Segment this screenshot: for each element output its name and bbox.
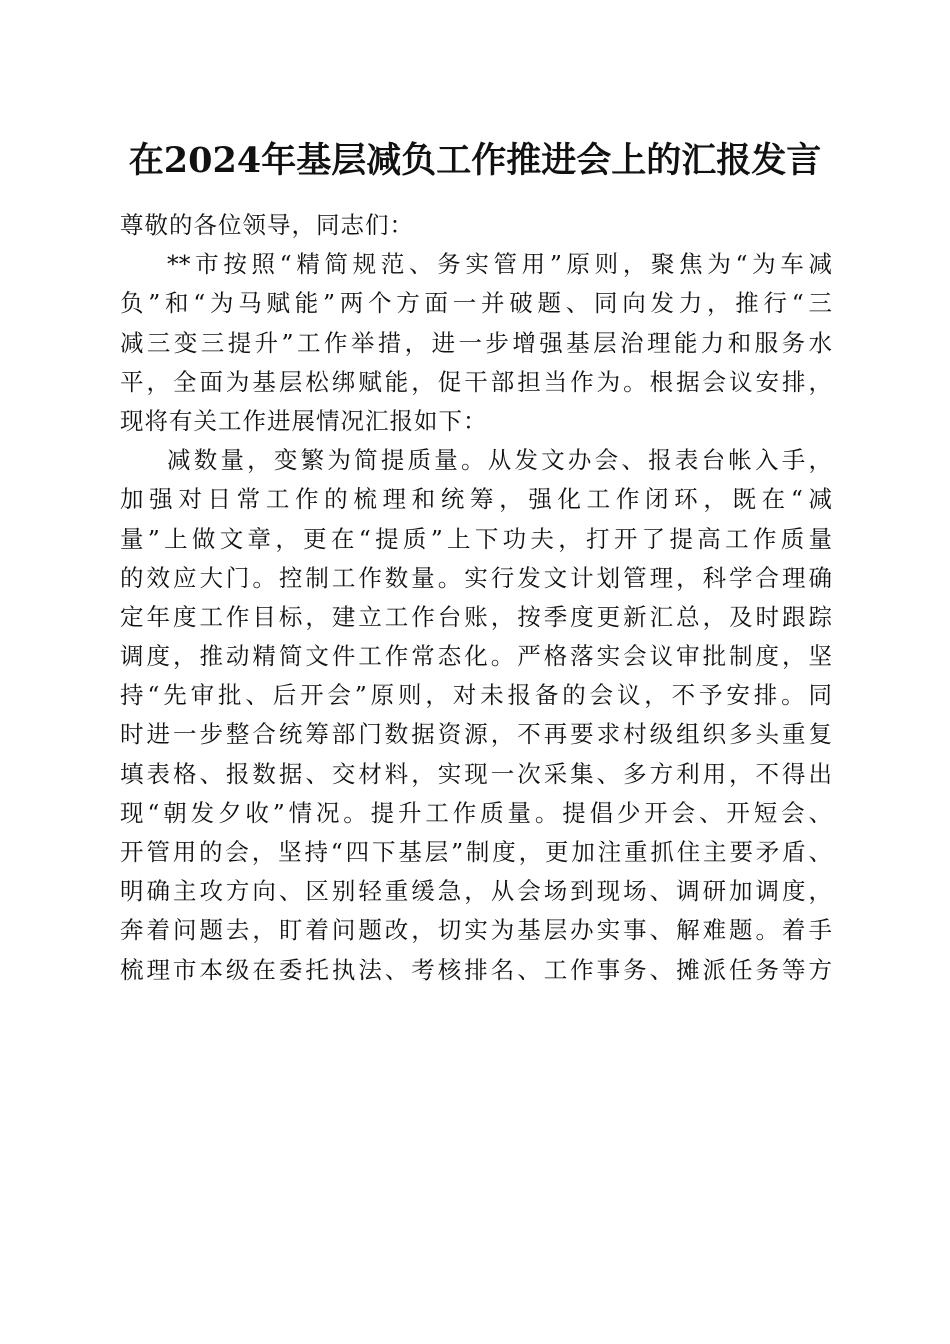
paragraph-2-line-4: 的效应大门。控制工作数量。实行发文计划管理，科学合理确 bbox=[120, 563, 832, 592]
paragraph-2-line-5: 定年度工作目标，建立工作台账，按季度更新汇总，及时跟踪 bbox=[120, 602, 832, 631]
paragraph-2-line-1: 减数量，变繁为简提质量。从发文办会、报表台帐入手， bbox=[167, 446, 832, 475]
paragraph-2-line-12: 明确主攻方向、区别轻重缓急，从会场到现场、调研加调度， bbox=[120, 877, 832, 906]
salutation-line: 尊敬的各位领导，同志们： bbox=[120, 211, 414, 239]
paragraph-2-line-11: 开管用的会，坚持“四下基层”制度，更加注重抓住主要矛盾、 bbox=[120, 838, 832, 866]
paragraph-2-line-7: 持“先审批、后开会”原则，对未报备的会议，不予安排。同 bbox=[120, 681, 832, 710]
paragraph-2-line-6: 调度，推动精简文件工作常态化。严格落实会议审批制度，坚 bbox=[120, 642, 832, 671]
paragraph-1-line-2: 负”和“为马赋能”两个方面一并破题、同向发力，推行“三 bbox=[120, 289, 832, 318]
paragraph-2-line-9: 填表格、报数据、交材料，实现一次采集、多方利用，不得出 bbox=[120, 759, 832, 788]
document-title: 在2024年基层减负工作推进会上的汇报发言 bbox=[128, 140, 822, 181]
paragraph-2-line-13: 奔着问题去，盯着问题改，切实为基层办实事、解难题。着手 bbox=[120, 916, 832, 945]
paragraph-1-line-5: 现将有关工作进展情况汇报如下： bbox=[120, 406, 488, 435]
paragraph-2-line-14: 梳理市本级在委托执法、考核排名、工作事务、摊派任务等方 bbox=[120, 955, 832, 984]
paragraph-2-line-8: 时进一步整合统筹部门数据资源，不再要求村级组织多头重复 bbox=[120, 720, 832, 749]
paragraph-2-line-10: 现“朝发夕收”情况。提升工作质量。提倡少开会、开短会、 bbox=[120, 798, 832, 827]
paragraph-1-line-3: 减三变三提升”工作举措，进一步增强基层治理能力和服务水 bbox=[120, 328, 832, 357]
paragraph-2-line-3: 量”上做文章，更在“提质”上下功夫，打开了提高工作质量 bbox=[120, 524, 832, 553]
paragraph-1-line-1: **市按照“精简规范、务实管用”原则，聚焦为“为车减 bbox=[167, 250, 832, 279]
paragraph-1-line-4: 平，全面为基层松绑赋能，促干部担当作为。根据会议安排， bbox=[120, 367, 832, 396]
paragraph-2-line-2: 加强对日常工作的梳理和统筹，强化工作闭环，既在“减 bbox=[120, 485, 832, 514]
document-body bbox=[120, 206, 832, 990]
